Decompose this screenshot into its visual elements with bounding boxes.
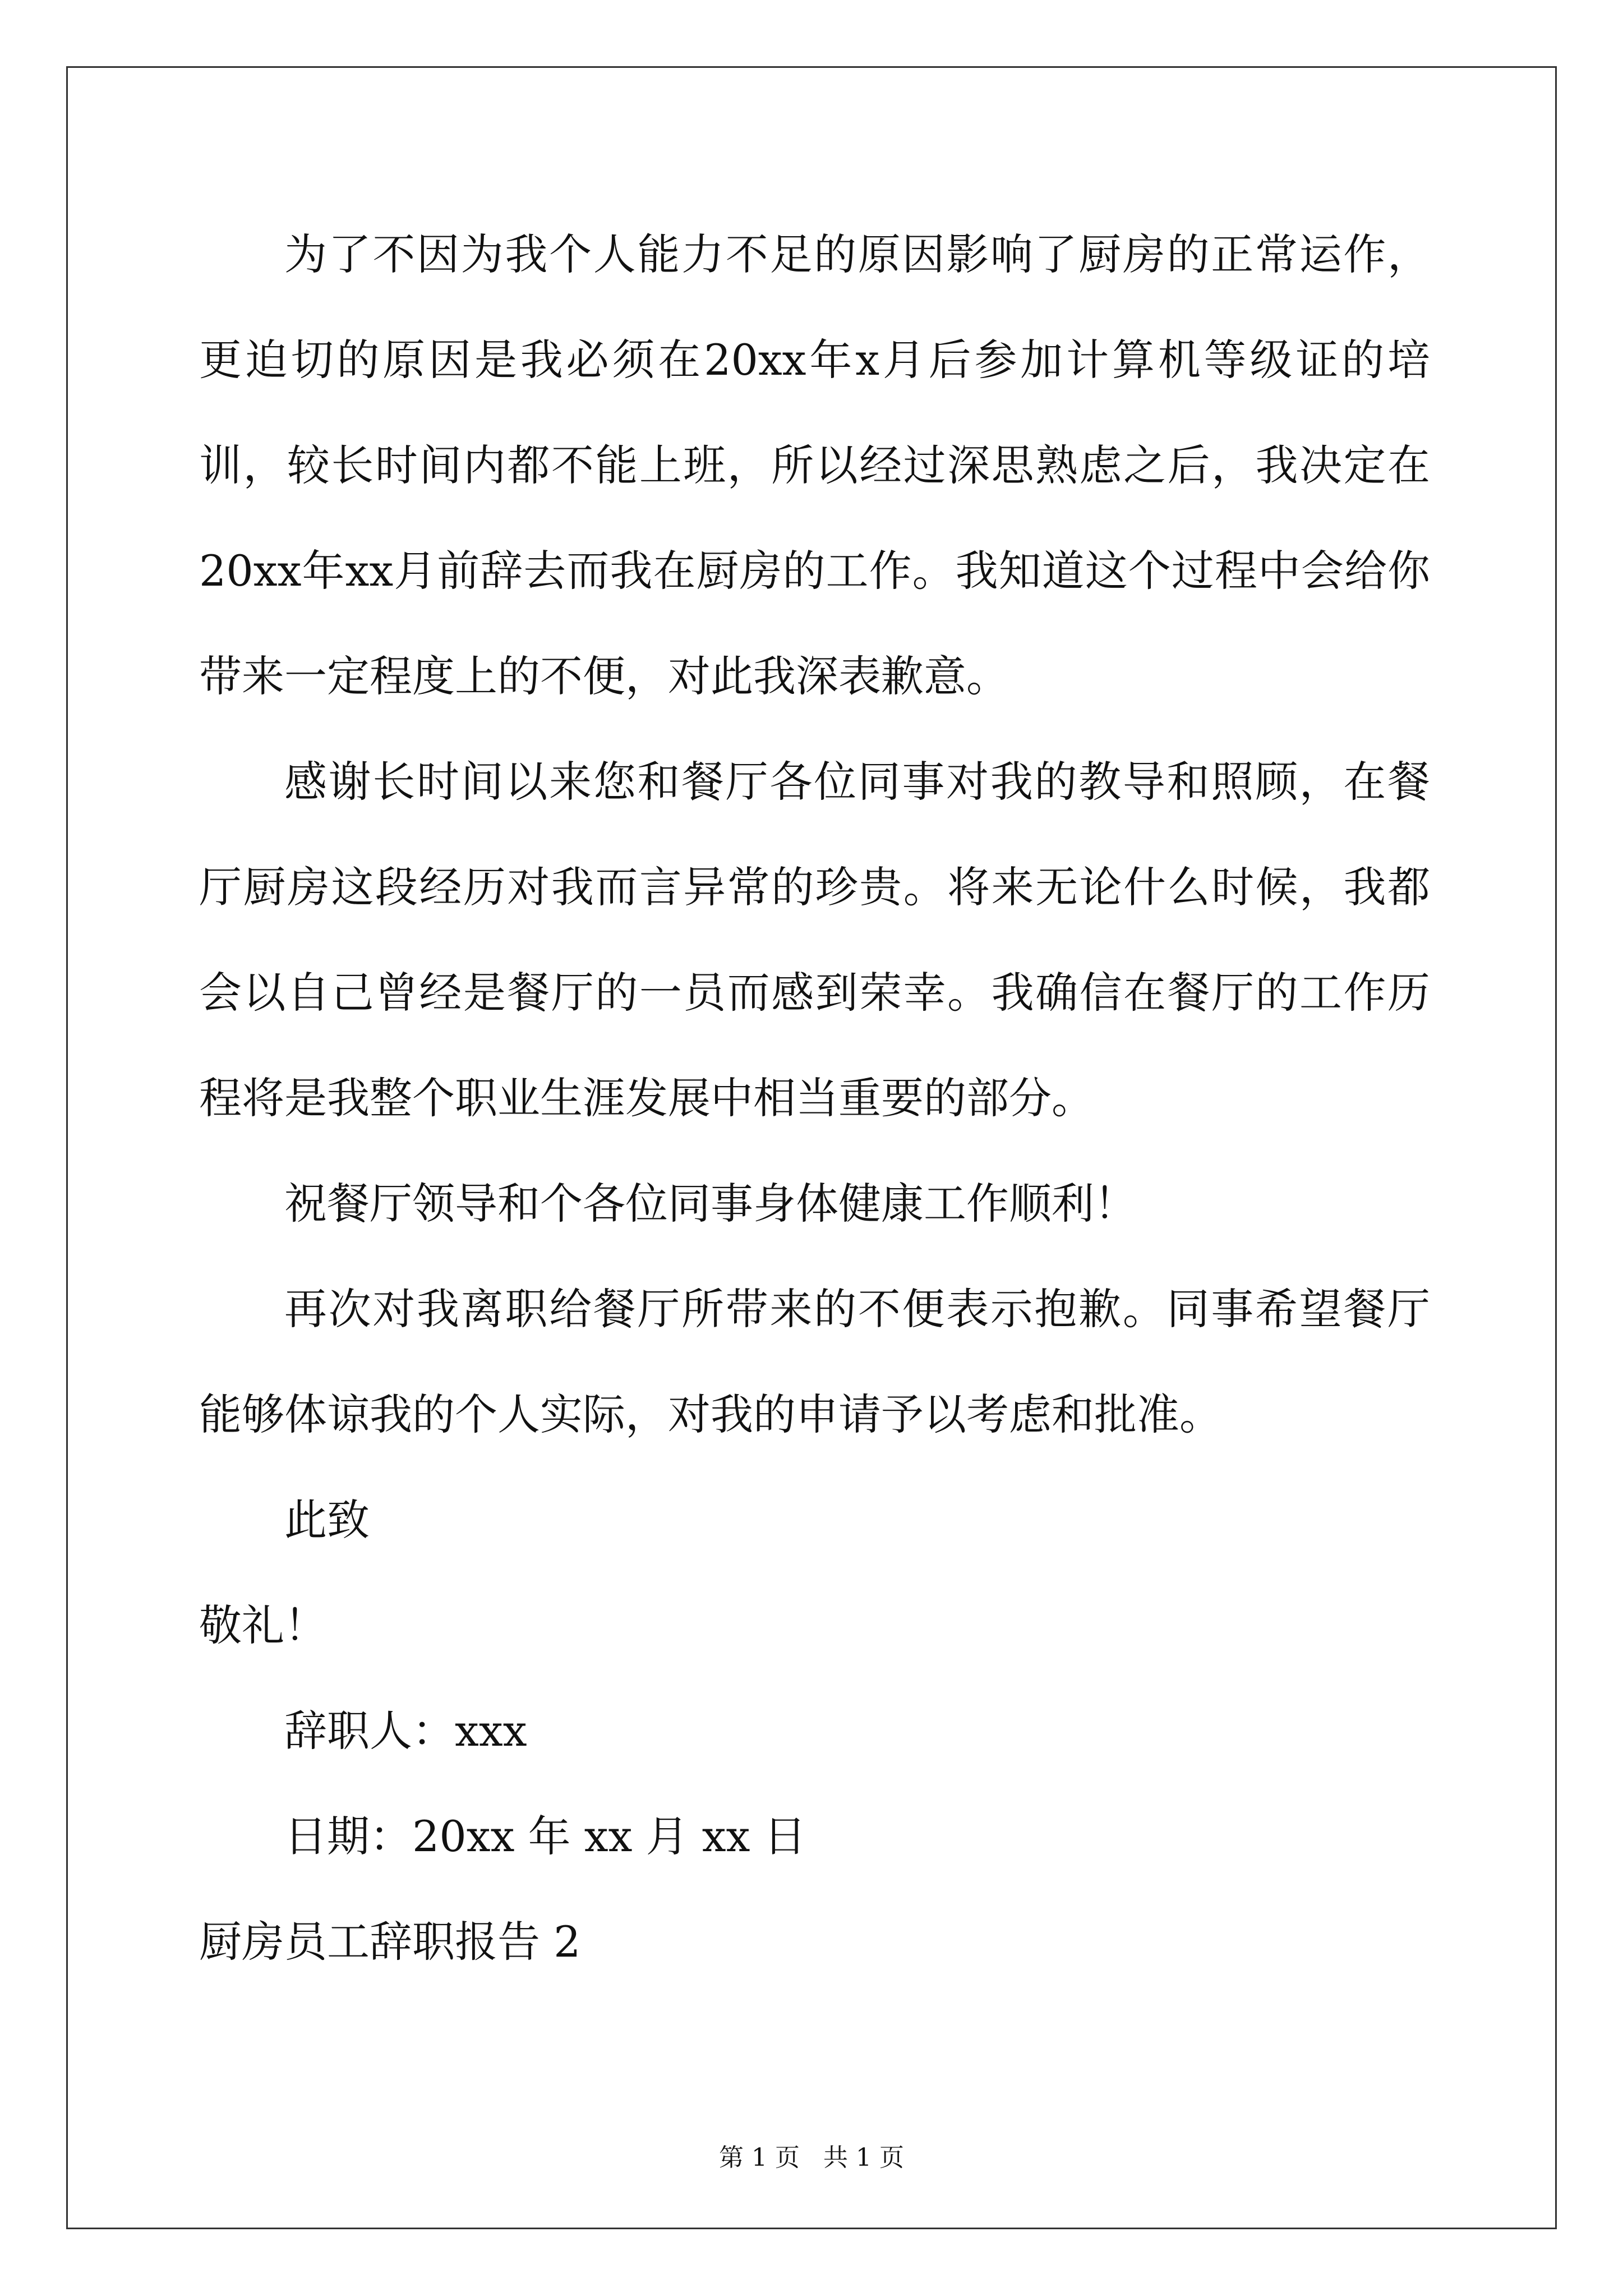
document-body [199,202,1430,1995]
page-footer: 第 1 页 共 1 页 [719,2143,904,2172]
paragraph-gratitude: 感谢长时间以来您和餐厅各位同事对我的教导和照顾，在餐厅厨房这段经历对我而言异常的珍贵。将来无论什么时候，我都会以自己曾经是餐厅的一员而感到荣幸。我确信在餐厅的工作历程将是我整个职业生涯发展中相当重要的部分。 [199,757,1430,1123]
signer-line: 辞职人：xxx [284,1706,527,1756]
paragraph-reason: 为了不因为我个人能力不足的原因影响了厨房的正常运作，更迫切的原因是我必须在20xx年x月后参加计算机等级证的培训，较长时间内都不能上班，所以经过深思熟虑之后，我决定在20xx年xx月前辞去而我在厨房的工作。我知道这个过程中会给你带来一定程度上的不便，对此我深表歉意。 [199,229,1430,701]
paragraph-apology: 再次对我离职给餐厅所带来的不便表示抱歉。同事希望餐厅能够体谅我的个人实际，对我的申请予以考虑和批准。 [199,1284,1430,1439]
paragraph-wishes: 祝餐厅领导和个各位同事身体健康工作顺利！ [284,1179,1137,1228]
date-line: 日期：20xx 年 xx 月 xx 日 [284,1811,806,1861]
next-section-heading: 厨房员工辞职报告 2 [199,1917,581,1967]
salutation: 敬礼！ [199,1600,327,1650]
closing-phrase: 此致 [284,1495,370,1545]
